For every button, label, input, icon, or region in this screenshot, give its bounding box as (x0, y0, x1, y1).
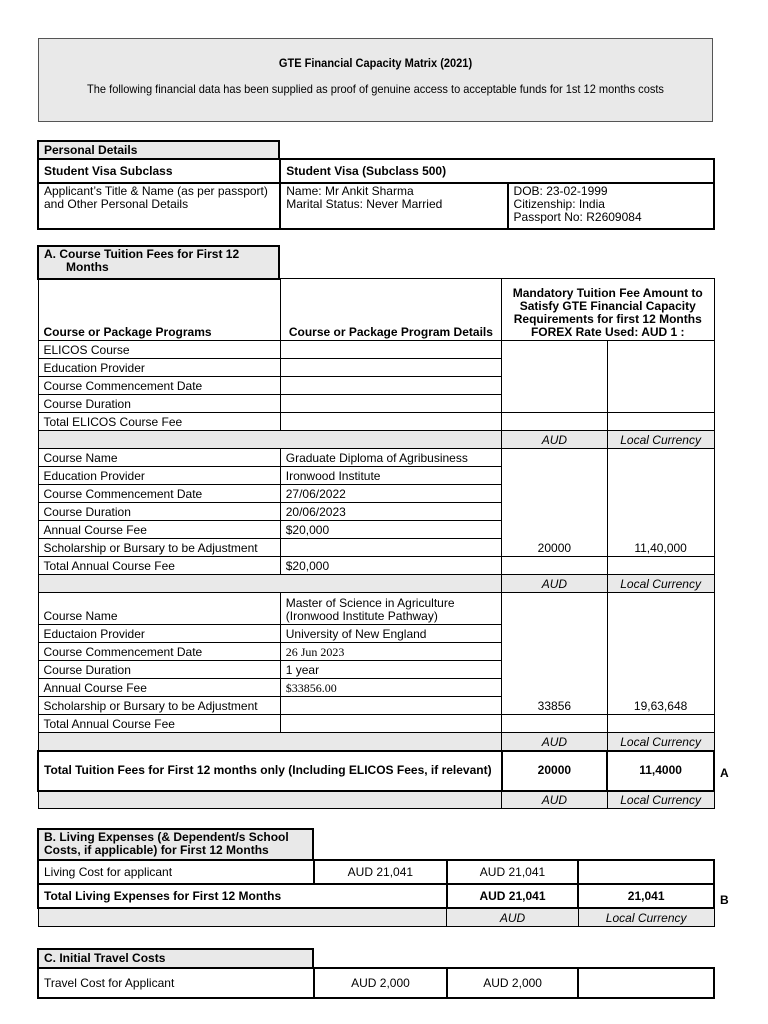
applicant-name-cell (280, 183, 507, 229)
local-currency-label: Local Currency (607, 431, 714, 449)
course1-value: 27/06/2022 (280, 485, 501, 503)
course1-label: Course Name (38, 449, 280, 467)
local-currency-label: Local Currency (607, 733, 714, 751)
page-title: GTE Financial Capacity Matrix (2021) (278, 56, 473, 70)
visa-subclass-label: Student Visa Subclass (38, 159, 280, 183)
section-a-tab (37, 245, 280, 280)
course1-value: Graduate Diploma of Agribusiness (280, 449, 501, 467)
elicos-label: Education Provider (38, 359, 280, 377)
applicant-details-cell (508, 183, 714, 229)
living-expenses-table (37, 859, 715, 927)
course2-label: Eductaion Provider (38, 625, 280, 643)
course1-local-amount: 11,40,000 (607, 449, 714, 557)
spacer-row (38, 431, 502, 449)
aud-label: AUD (502, 575, 608, 593)
visa-subclass-value: Student Visa (Subclass 500) (280, 159, 714, 183)
living-cost-value: AUD 21,041 (314, 860, 447, 884)
section-b-tab: B. Living Expenses (& Dependent/s School Costs, if applicable) for First 12 Months (37, 828, 314, 860)
elicos-label: Course Commencement Date (38, 377, 280, 395)
travel-cost-value: AUD 2,000 (314, 968, 447, 998)
course1-aud-amount: 20000 (502, 449, 608, 557)
course2-value: University of New England (280, 625, 501, 643)
page-subtitle: The following financial data has been supplied as proof of genuine access to acceptable funds for 1st 12 months costs (87, 82, 664, 96)
course2-label: Total Annual Course Fee (38, 715, 280, 733)
spacer-row (38, 908, 447, 926)
course2-label: Annual Course Fee (38, 679, 280, 697)
course1-label: Course Duration (38, 503, 280, 521)
course1-value (280, 539, 501, 557)
local-currency-label: Local Currency (607, 575, 714, 593)
header-box (38, 38, 713, 122)
course1-value: Ironwood Institute (280, 467, 501, 485)
course2-label: Course Commencement Date (38, 643, 280, 661)
total-living-local: 21,041 (578, 884, 714, 908)
course2-value (280, 715, 501, 733)
spacer-row (38, 733, 502, 751)
travel-cost-local (578, 968, 714, 998)
spacer-row (38, 791, 502, 809)
elicos-label: ELICOS Course (38, 341, 280, 359)
col-programs-header: Course or Package Programs (38, 279, 280, 341)
aud-label: AUD (502, 791, 608, 809)
travel-cost-value-2: AUD 2,000 (447, 968, 579, 998)
course2-value: Master of Science in Agriculture (Ironwood Institute Pathway) (280, 593, 501, 625)
course1-value: 20/06/2023 (280, 503, 501, 521)
living-cost-value-2: AUD 21,041 (447, 860, 579, 884)
total-tuition-label: Total Tuition Fees for First 12 months only (Including ELICOS Fees, if relevant) (38, 751, 502, 791)
elicos-label: Total ELICOS Course Fee (38, 413, 280, 431)
marker-a: A (720, 766, 729, 780)
applicant-name: Name: Mr Ankit Sharma (286, 184, 414, 198)
aud-label: AUD (502, 431, 608, 449)
citizenship: Citizenship: India (513, 197, 605, 211)
dob: DOB: 23-02-1999 (513, 184, 608, 198)
personal-details-table (37, 158, 715, 230)
course2-label: Course Name (38, 593, 280, 625)
tuition-table (37, 278, 715, 809)
total-tuition-aud: 20000 (502, 751, 608, 791)
col-amount-header: Mandatory Tuition Fee Amount to Satisfy GTE Financial Capacity Requirements for first 12 Months FOREX Rate Used: AUD 1 : (502, 279, 714, 341)
marker-b: B (720, 893, 729, 907)
passport-number: Passport No: R2609084 (513, 210, 642, 224)
course1-label: Total Annual Course Fee (38, 557, 280, 575)
course1-label: Education Provider (38, 467, 280, 485)
personal-details-tab: Personal Details (37, 140, 280, 159)
elicos-label: Course Duration (38, 395, 280, 413)
local-currency-label: Local Currency (578, 908, 714, 926)
course1-label: Scholarship or Bursary to be Adjustment (38, 539, 280, 557)
course2-local-amount: 19,63,648 (607, 593, 714, 715)
travel-costs-table (37, 967, 715, 999)
course2-value: 26 Jun 2023 (280, 643, 501, 661)
course2-value: 1 year (280, 661, 501, 679)
course2-label: Scholarship or Bursary to be Adjustment (38, 697, 280, 715)
section-a-title-cont: Months (66, 260, 109, 274)
aud-label: AUD (502, 733, 608, 751)
course1-label: Annual Course Fee (38, 521, 280, 539)
course2-aud-amount: 33856 (502, 593, 608, 715)
section-c-tab: C. Initial Travel Costs (37, 948, 314, 968)
living-cost-local (578, 860, 714, 884)
total-living-aud: AUD 21,041 (447, 884, 579, 908)
section-a-title: A. Course Tuition Fees for First 12 (44, 247, 240, 261)
course2-value (280, 697, 501, 715)
course1-value: $20,000 (280, 521, 501, 539)
course1-label: Course Commencement Date (38, 485, 280, 503)
total-living-label: Total Living Expenses for First 12 Months (38, 884, 447, 908)
travel-cost-label: Travel Cost for Applicant (38, 968, 314, 998)
applicant-name-label: Applicant’s Title & Name (as per passport) and Other Personal Details (38, 183, 280, 229)
aud-label: AUD (447, 908, 579, 926)
spacer-row (38, 575, 502, 593)
living-cost-label: Living Cost for applicant (38, 860, 314, 884)
course2-label: Course Duration (38, 661, 280, 679)
course2-value: $33856.00 (280, 679, 501, 697)
marital-status: Marital Status: Never Married (286, 197, 443, 211)
total-tuition-local: 11,4000 (607, 751, 714, 791)
local-currency-label: Local Currency (607, 791, 714, 809)
col-details-header: Course or Package Program Details (280, 279, 501, 341)
course1-value: $20,000 (280, 557, 501, 575)
